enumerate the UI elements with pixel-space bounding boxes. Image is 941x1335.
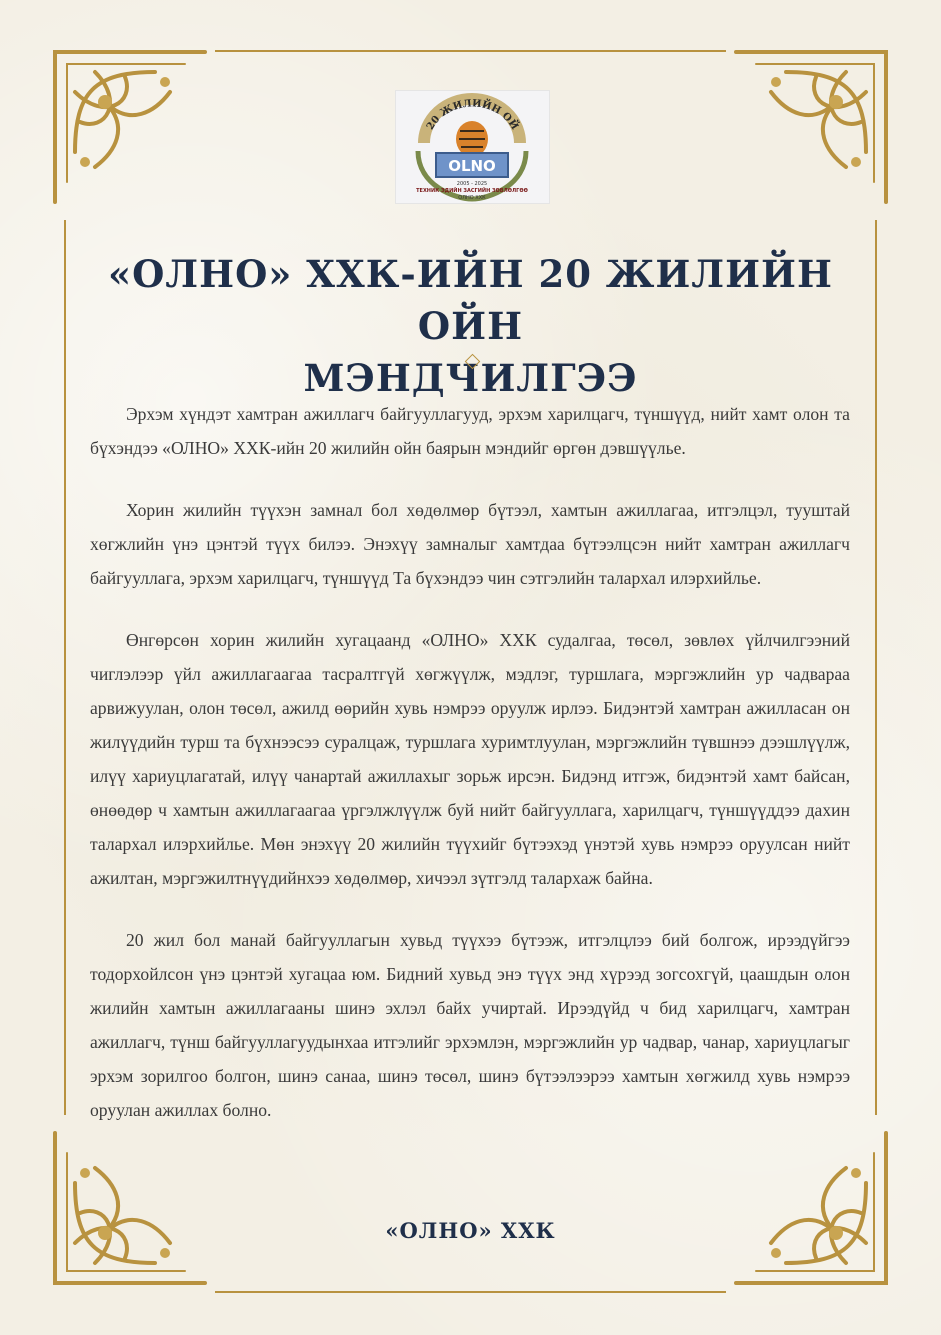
page-title-line1: «ОЛНО» ХХК-ИЙН 20 ЖИЛИЙН ОЙН xyxy=(108,252,833,348)
frame-left-line xyxy=(64,220,66,1115)
logo-mark: OLNO xyxy=(448,157,496,175)
company-logo xyxy=(395,90,550,204)
logo-arc-text: 20 ЖИЛИЙН ОЙ xyxy=(424,98,521,132)
paragraph: 20 жил бол манай байгууллагын хувьд түүхээ бүтээж, итгэлцлээ бий болгож, ирээдүйгээ тодорхойлсон үнэ цэнтэй хугацаа юм. Бидний хувьд энэ түүх энд хүрээд зогсохгүй, цаашдын олон жилийн хамтын ажиллагааны шинэ эхлэл байх учиртай. Ирээдүйд ч бид харилцагч, хамтран ажиллагч, түнш байгууллагуудынхаа итгэлийг эрхэмлэн, мэргэжлийн ур чадвар, чанар, хариуцлагыг эрхэм зорилгоо болгон, шинэ санаа, шинэ төсөл, шинэ бүтээлээрээ хамтын хөгжилд хувь нэмрээ оруулан ажиллах болно. xyxy=(90,930,850,1120)
frame-right-line xyxy=(875,220,877,1115)
paragraph: Өнгөрсөн хорин жилийн хугацаанд «ОЛНО» ХХК судалгаа, төсөл, зөвлөх үйлчилгээний чиглэлээр үйл ажиллагаагаа тасралтгүй хөгжүүлж, мэдлэг, туршлага, мэргэжлийн ур чадвараа арвижуулан, олон төсөл, ажилд өөрийн хувь нэмрээ оруулж ирлээ. Бидэнтэй хамтран ажилласан он жилүүдийн турш та бүхнээсээ суралцаж, туршлага хуримтлуулан, мэргэжлийн түвшнээ дээшлүүлж, илүү хариуцлагатай, илүү чанартай ажиллахыг зорьж ирсэн. Бидэнд итгэж, бидэнтэй хамт байсан, өнөөдөр ч хамтын ажиллагаагаа үргэлжлүүлж буй нийт байгууллага, харилцагч, түншүүддээ дахин талархал илэрхийлье. Мөн энэхүү 20 жилийн түүхийг бүтээхэд үнэтэй хувь нэмрээ оруулсан нийт ажилтан, мэргэжилтнүүдийнхээ хөдөлмөр, хичээл зүтгэлд талархаж байна. xyxy=(90,630,850,888)
logo-caption-line1: ТЕХНИК ЭДИЙН ЗАСГИЙН ЗӨВЛӨЛГӨӨ xyxy=(416,188,528,194)
page-title-line2: МЭНДЧИЛГЭЭ xyxy=(303,356,638,400)
logo-caption-line2: ОЛНО ХХК xyxy=(458,195,486,201)
corner-ornament-top-right xyxy=(731,32,906,207)
letter-body xyxy=(90,397,850,1155)
corner-ornament-top-left xyxy=(35,32,210,207)
paragraph: Эрхэм хүндэт хамтран ажиллагч байгууллагууд, эрхэм харилцагч, түншүүд, нийт хамт олон та бүхэндээ «ОЛНО» ХХК-ийн 20 жилийн ойн баярын мэндийг өргөн дэвшүүлье. xyxy=(90,404,850,458)
frame-bottom-line xyxy=(215,1291,726,1293)
signature: «ОЛНО» ХХК xyxy=(385,1218,556,1243)
page-title xyxy=(90,248,851,404)
paragraph: Хорин жилийн түүхэн замнал бол хөдөлмөр бүтээл, хамтын ажиллагаа, итгэлцэл, тууштай хөгжлийн үнэ цэнтэй түүх билээ. Энэхүү замналыг хамтдаа бүтээлцсэн нийт хамтран ажиллагч байгууллага, эрхэм харилцагч, түншүүд Та бүхэндээ чин сэтгэлийн талархал илэрхийлье. xyxy=(90,500,850,588)
logo-years: 2005 - 2025 xyxy=(456,181,488,187)
frame-top-line xyxy=(215,50,726,52)
